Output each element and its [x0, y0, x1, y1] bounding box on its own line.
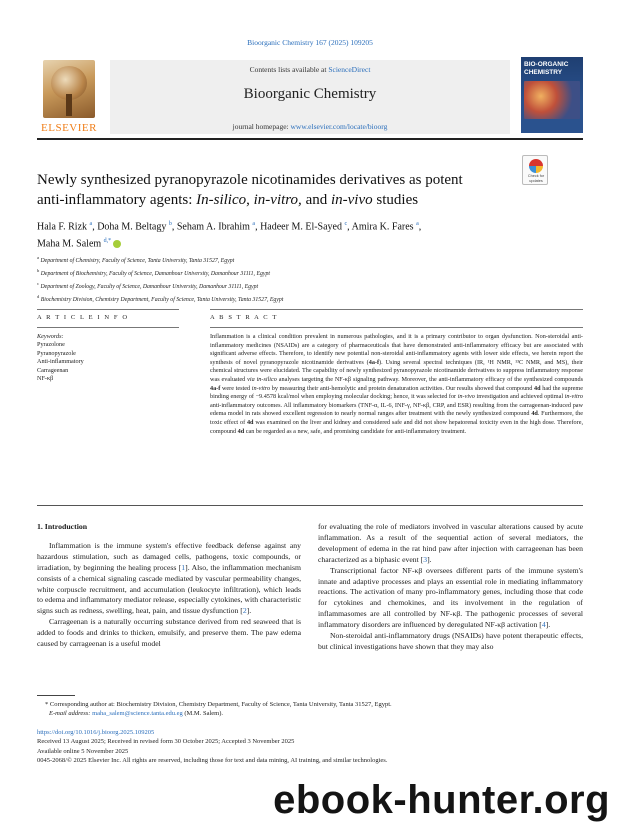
abstract-text: Inflammation is a clinical condition prevalent in numerous pathologies, and it is a primary contributor to organ dysfunction. Non-steroidal anti-inflammatory medicines (NSAIDs) are a category of pharmaceuticals that have demonstrated anti-inflammatory efficacy but are associated with significant adverse effects. Therefore, to identify new potential non-steroidal anti-inflammatory agents with lower side effects, we herein report the synthesis of novel pyranopyrazole nicotinamide derivatives (4a-f). Using several spectral techniques (IR, ¹H NMR, ¹³C NMR, and MS), their chemical structures were elucidated. The capability of newly synthesized pyranopyrazole nicotinamide derivatives to suppress inflammatory response was evaluated via in-silico analyses targeting the NF-κβ signaling pathway. Moreover, the anti-inflammatory efficacy of the synthesized compounds 4a-f were tested in-vitro by measuring their anti-hemolytic and protein denaturation activities. Our results showed that compound 4d had the supreme binding energy of −9.4578 kcal/mol when employing molecular docking; hence, it was selected for in-vivo investigation and achieved optimal in-vitro anti-inflammatory outcomes. All inflammatory biomarkers (TNF-α, IL-6, INF-γ, NF-κβ, CRP, and ESR) resulting from the carrageenan-induced paw edema model in rats showed excellent regression to nearly normal ranges after treatment with the newly synthesized compound 4d. Furthermore, the toxic effect of 4d was examined on the liver and kidney and considered safe and did not show hepatorenal toxicity even in the high dose. Therefore, compound 4d can be regarded as a new, safe, and promising candidate for anti-inflammatory treatment. [210, 333, 583, 435]
abstract-top-rule [210, 309, 583, 310]
copyright-line: 0045-2068/© 2025 Elsevier Inc. All rights are reserved, including those for text and data mining, AI training, and similar technologies. [37, 756, 388, 764]
keywords-label: Keywords: [37, 333, 64, 340]
author-name[interactable]: Maha M. Salem [37, 238, 102, 250]
keyword-item: Pyranopyrazole [37, 349, 76, 357]
citation-link[interactable]: 2 [242, 606, 247, 616]
affiliation-item: $^c$ Department of Zoology, Faculty of Science, Damanhour University, Damanhour 31111, Egypt [37, 280, 259, 290]
affiliation-item: $^b$ Department of Biochemistry, Faculty of Science, Damanhour University, Damanhour 31111, Egypt [37, 267, 270, 277]
check-for-updates-button[interactable] [522, 155, 548, 185]
abstract-bottom-rule [210, 327, 583, 328]
author-email-link[interactable]: maha_salem@science.tanta.edu.eg [92, 710, 183, 717]
elsevier-wordmark: ELSEVIER [41, 122, 97, 134]
journal-cover-image[interactable] [521, 57, 583, 133]
body-paragraph: Non-steroidal anti-inflammatory drugs (NSAIDs) have potent therapeutic effects, but clinical investigations have shown that they may also [318, 631, 583, 651]
abstract-heading: A B S T R A C T [210, 314, 278, 321]
citation-link[interactable]: 3 [423, 554, 428, 564]
affiliations [37, 253, 537, 305]
abstract-end-rule [37, 505, 583, 506]
affiliation-item: $^a$ Department of Chemistry, Faculty of Science, Tanta University, Tanta 31527, Egypt [37, 255, 235, 264]
author-name[interactable]: Seham A. Ibrahim [176, 221, 250, 233]
article-info-bottom-rule [37, 327, 179, 328]
footnote-rule [37, 695, 75, 696]
affiliation-item: $^d$ Biochemistry Division, Chemistry Department, Faculty of Science, Tanta University, Tanta 31527, Egypt [37, 293, 284, 303]
keyword-item: Carrageenan [37, 366, 69, 374]
body-paragraph: Carrageenan is a naturally occurring substance derived from red seaweed that is added to foods and drinks to thicken, emulsify, and preserve them. The paw edema caused by carrageenan is a useful model [37, 617, 301, 649]
doi-link[interactable]: https://doi.org/10.1016/j.bioorg.2025.109205 [37, 729, 155, 736]
article-metadata [37, 728, 583, 765]
author-name[interactable]: Hala F. Rizk [37, 221, 88, 233]
header-rule [37, 138, 583, 140]
contents-line: Contents lists available at ScienceDirect [249, 65, 371, 74]
author-name[interactable]: Hadeer M. El-Sayed [260, 221, 342, 233]
article-title: Newly synthesized pyranopyrazole nicotinamides derivatives as potent anti-inflammatory agents: In-silico, in-vitro, and in-vivo studies [37, 172, 463, 208]
citation-link[interactable]: 1 [181, 562, 186, 572]
citation-link[interactable]: 4 [541, 620, 546, 630]
body-paragraph: Inflammation is the immune system's effective feedback defense against any hazardous stimulation, such as damaged cells, pathogens, toxic compounds, or irradiation, by beginning the healing process [1]. Also, the inflammation mechanism consists of a chemical signaling cascade mediated by vascular permeability changes, white corpuscle recruitment, and accumulation (leukocyte infiltration), which leads to edema and inflammatory mediator release, especially cytokines, with characteristic signs such as redness, swelling, heat, pain, and tissue dysfunction [2]. [37, 540, 301, 616]
body-paragraph: for evaluating the role of mediators involved in vascular alterations caused by acute inflammation. As a result of the sequential action of several mediators, the development of edema in the rat hind paw after injection with carrageenan has been characterized as a biphasic event [3]. [318, 522, 583, 564]
section-heading-introduction: 1. Introduction [37, 522, 88, 531]
author-list: Hala F. Rizk $^a$, Doha M. Beltagy $^b$, Seham A. Ibrahim $^a$, Hadeer M. El-Sayed $^c$, Amira K. Fares $^a$, Maha M. Salem $^{d,*}$ [37, 221, 422, 250]
elsevier-logo [37, 60, 101, 134]
journal-homepage-link[interactable]: www.elsevier.com/locate/bioorg [290, 122, 388, 131]
available-online: Available online 5 November 2025 [37, 747, 129, 755]
body-paragraph: Transcriptional factor NF-κβ oversees different parts of the immune system's innate and adaptive processes and plays an essential role in mediating inflammatory reactions. The activation of many pro-inflammatory genes, including those that code for cytokines and chemokines, and its involvement in the regulation of inflammasomes are all controlled by NF-κβ. The pathogenic processes of several inflammatory disorders are influenced by deregulated NF-κβ activation [4]. [318, 565, 583, 630]
cover-title: BIO-ORGANIC CHEMISTRY [524, 61, 569, 76]
elsevier-tree-icon [43, 60, 95, 118]
article-info-top-rule [37, 309, 179, 310]
homepage-line: journal homepage: www.elsevier.com/locate/bioorg [232, 122, 388, 131]
watermark-text: ebook-hunter.org [273, 778, 610, 822]
corresponding-author-footnote: * Corresponding author at: Biochemistry Division, Chemistry Department, Faculty of Science, Tanta University, Tanta 31527, Egypt. E-mail address: maha_salem@science.tanta.edu.eg (M.M. Salem). [45, 701, 392, 717]
sciencedirect-link[interactable]: ScienceDirect [328, 65, 371, 74]
keyword-item: NF-κβ [37, 375, 54, 382]
body-right-column [318, 522, 583, 653]
author-name[interactable]: Doha M. Beltagy [97, 221, 167, 233]
cover-art [524, 81, 580, 119]
check-updates-icon [529, 159, 543, 173]
keyword-item: Pyrazolone [37, 341, 65, 348]
keywords-list [37, 341, 177, 384]
author-name[interactable]: Amira K. Fares [351, 221, 414, 233]
keyword-item: Anti-inflammatory [37, 358, 84, 365]
journal-citation-link[interactable]: Bioorganic Chemistry 167 (2025) 109205 [247, 38, 373, 47]
check-updates-label: Check for updates [527, 174, 545, 183]
history-dates: Received 13 August 2025; Received in revised form 30 October 2025; Accepted 3 November 2025 [37, 738, 295, 746]
journal-title: Bioorganic Chemistry [243, 86, 377, 102]
article-info-heading: A R T I C L E I N F O [37, 314, 129, 321]
body-left-column [37, 522, 301, 650]
orcid-icon[interactable] [113, 240, 121, 248]
